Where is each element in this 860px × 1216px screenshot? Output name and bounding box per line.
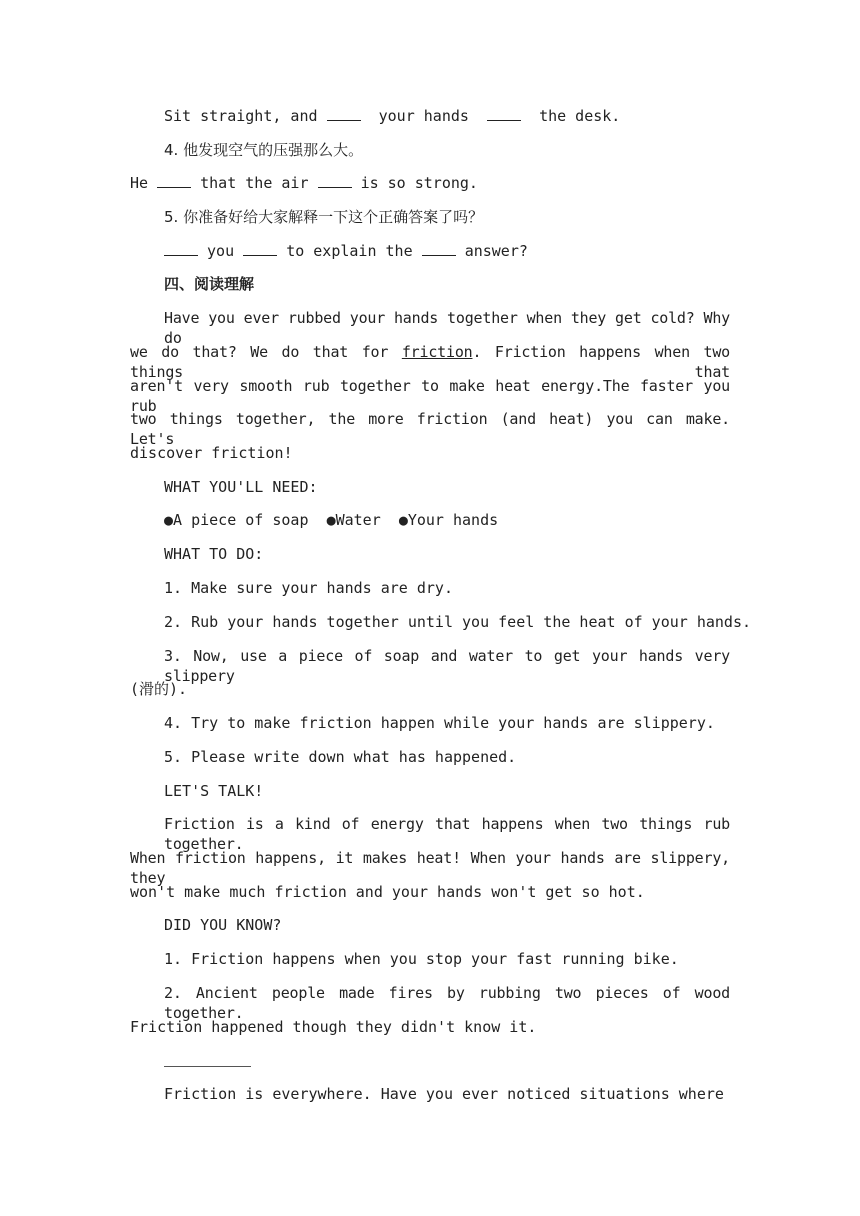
step-3-continued: (滑的). xyxy=(130,680,188,698)
answer-blank[interactable] xyxy=(422,242,456,256)
text-part: Sit straight, and xyxy=(164,107,318,125)
text-part: your hands xyxy=(378,107,469,125)
talk-line: won't make much friction and your hands won't get so hot. xyxy=(130,883,645,901)
question-5-chinese: 5. 你准备好给大家解释一下这个正确答案了吗？ xyxy=(164,208,484,226)
text-part: we do that? We do that for xyxy=(130,343,389,361)
step-2: 2. Rub your hands together until you feel the heat of your hands. xyxy=(164,613,751,631)
answer-blank[interactable] xyxy=(157,174,191,188)
question-5-answer-line xyxy=(164,241,730,261)
answer-blank[interactable] xyxy=(243,242,277,256)
need-items xyxy=(164,510,730,530)
final-line: Friction is everywhere. Have you ever noticed situations where xyxy=(164,1085,724,1103)
step-3: 3. Now, use a piece of soap and water to get your hands very slippery xyxy=(164,647,730,685)
talk-line: Friction is a kind of energy that happens when two things rub together. xyxy=(164,815,730,853)
know-item-2: 2. Ancient people made fires by rubbing two pieces of wood together. xyxy=(164,984,730,1022)
intro-line: Have you ever rubbed your hands together when they get cold? Why do xyxy=(164,309,730,347)
section-heading: 四、阅读理解 xyxy=(164,275,255,293)
know-item-1: 1. Friction happens when you stop your fast running bike. xyxy=(164,950,679,968)
text-part: that the air xyxy=(200,174,309,192)
text-part: you xyxy=(207,242,235,260)
answer-blank[interactable] xyxy=(164,242,198,256)
text-part: is so strong. xyxy=(360,174,478,192)
divider xyxy=(164,1066,251,1067)
text-part: He xyxy=(130,174,149,192)
text-part: answer? xyxy=(464,242,528,260)
need-item: ●A piece of soap xyxy=(164,511,309,529)
text-part: the desk. xyxy=(539,107,621,125)
answer-blank[interactable] xyxy=(318,174,352,188)
text-part: . Friction happens when two things that xyxy=(130,343,730,381)
step-1: 1. Make sure your hands are dry. xyxy=(164,579,453,597)
sentence-3-answer-line xyxy=(164,106,730,126)
answer-blank[interactable] xyxy=(327,107,361,121)
talk-heading: LET'S TALK! xyxy=(164,782,264,800)
intro-line: two things together, the more friction (and heat) you can make. Let's xyxy=(130,410,730,448)
friction-underlined-word: friction xyxy=(401,343,473,361)
need-heading: WHAT YOU'LL NEED: xyxy=(164,478,318,496)
need-item: ●Your hands xyxy=(398,511,499,529)
know-heading: DID YOU KNOW? xyxy=(164,916,282,934)
step-5: 5. Please write down what has happened. xyxy=(164,748,517,766)
todo-heading: WHAT TO DO: xyxy=(164,545,264,563)
talk-line: When friction happens, it makes heat! When your hands are slippery, they xyxy=(130,849,730,887)
intro-line: discover friction! xyxy=(130,444,293,462)
question-4-answer-line xyxy=(130,173,730,193)
question-4-chinese: 4. 他发现空气的压强那么大。 xyxy=(164,141,364,159)
need-item: ●Water xyxy=(326,511,381,529)
text-part: to explain the xyxy=(286,242,413,260)
know-item-2-continued: Friction happened though they didn't know it. xyxy=(130,1018,537,1036)
step-4: 4. Try to make friction happen while your hands are slippery. xyxy=(164,714,715,732)
answer-blank[interactable] xyxy=(487,107,521,121)
intro-line: aren't very smooth rub together to make heat energy.The faster you rub xyxy=(130,377,730,415)
